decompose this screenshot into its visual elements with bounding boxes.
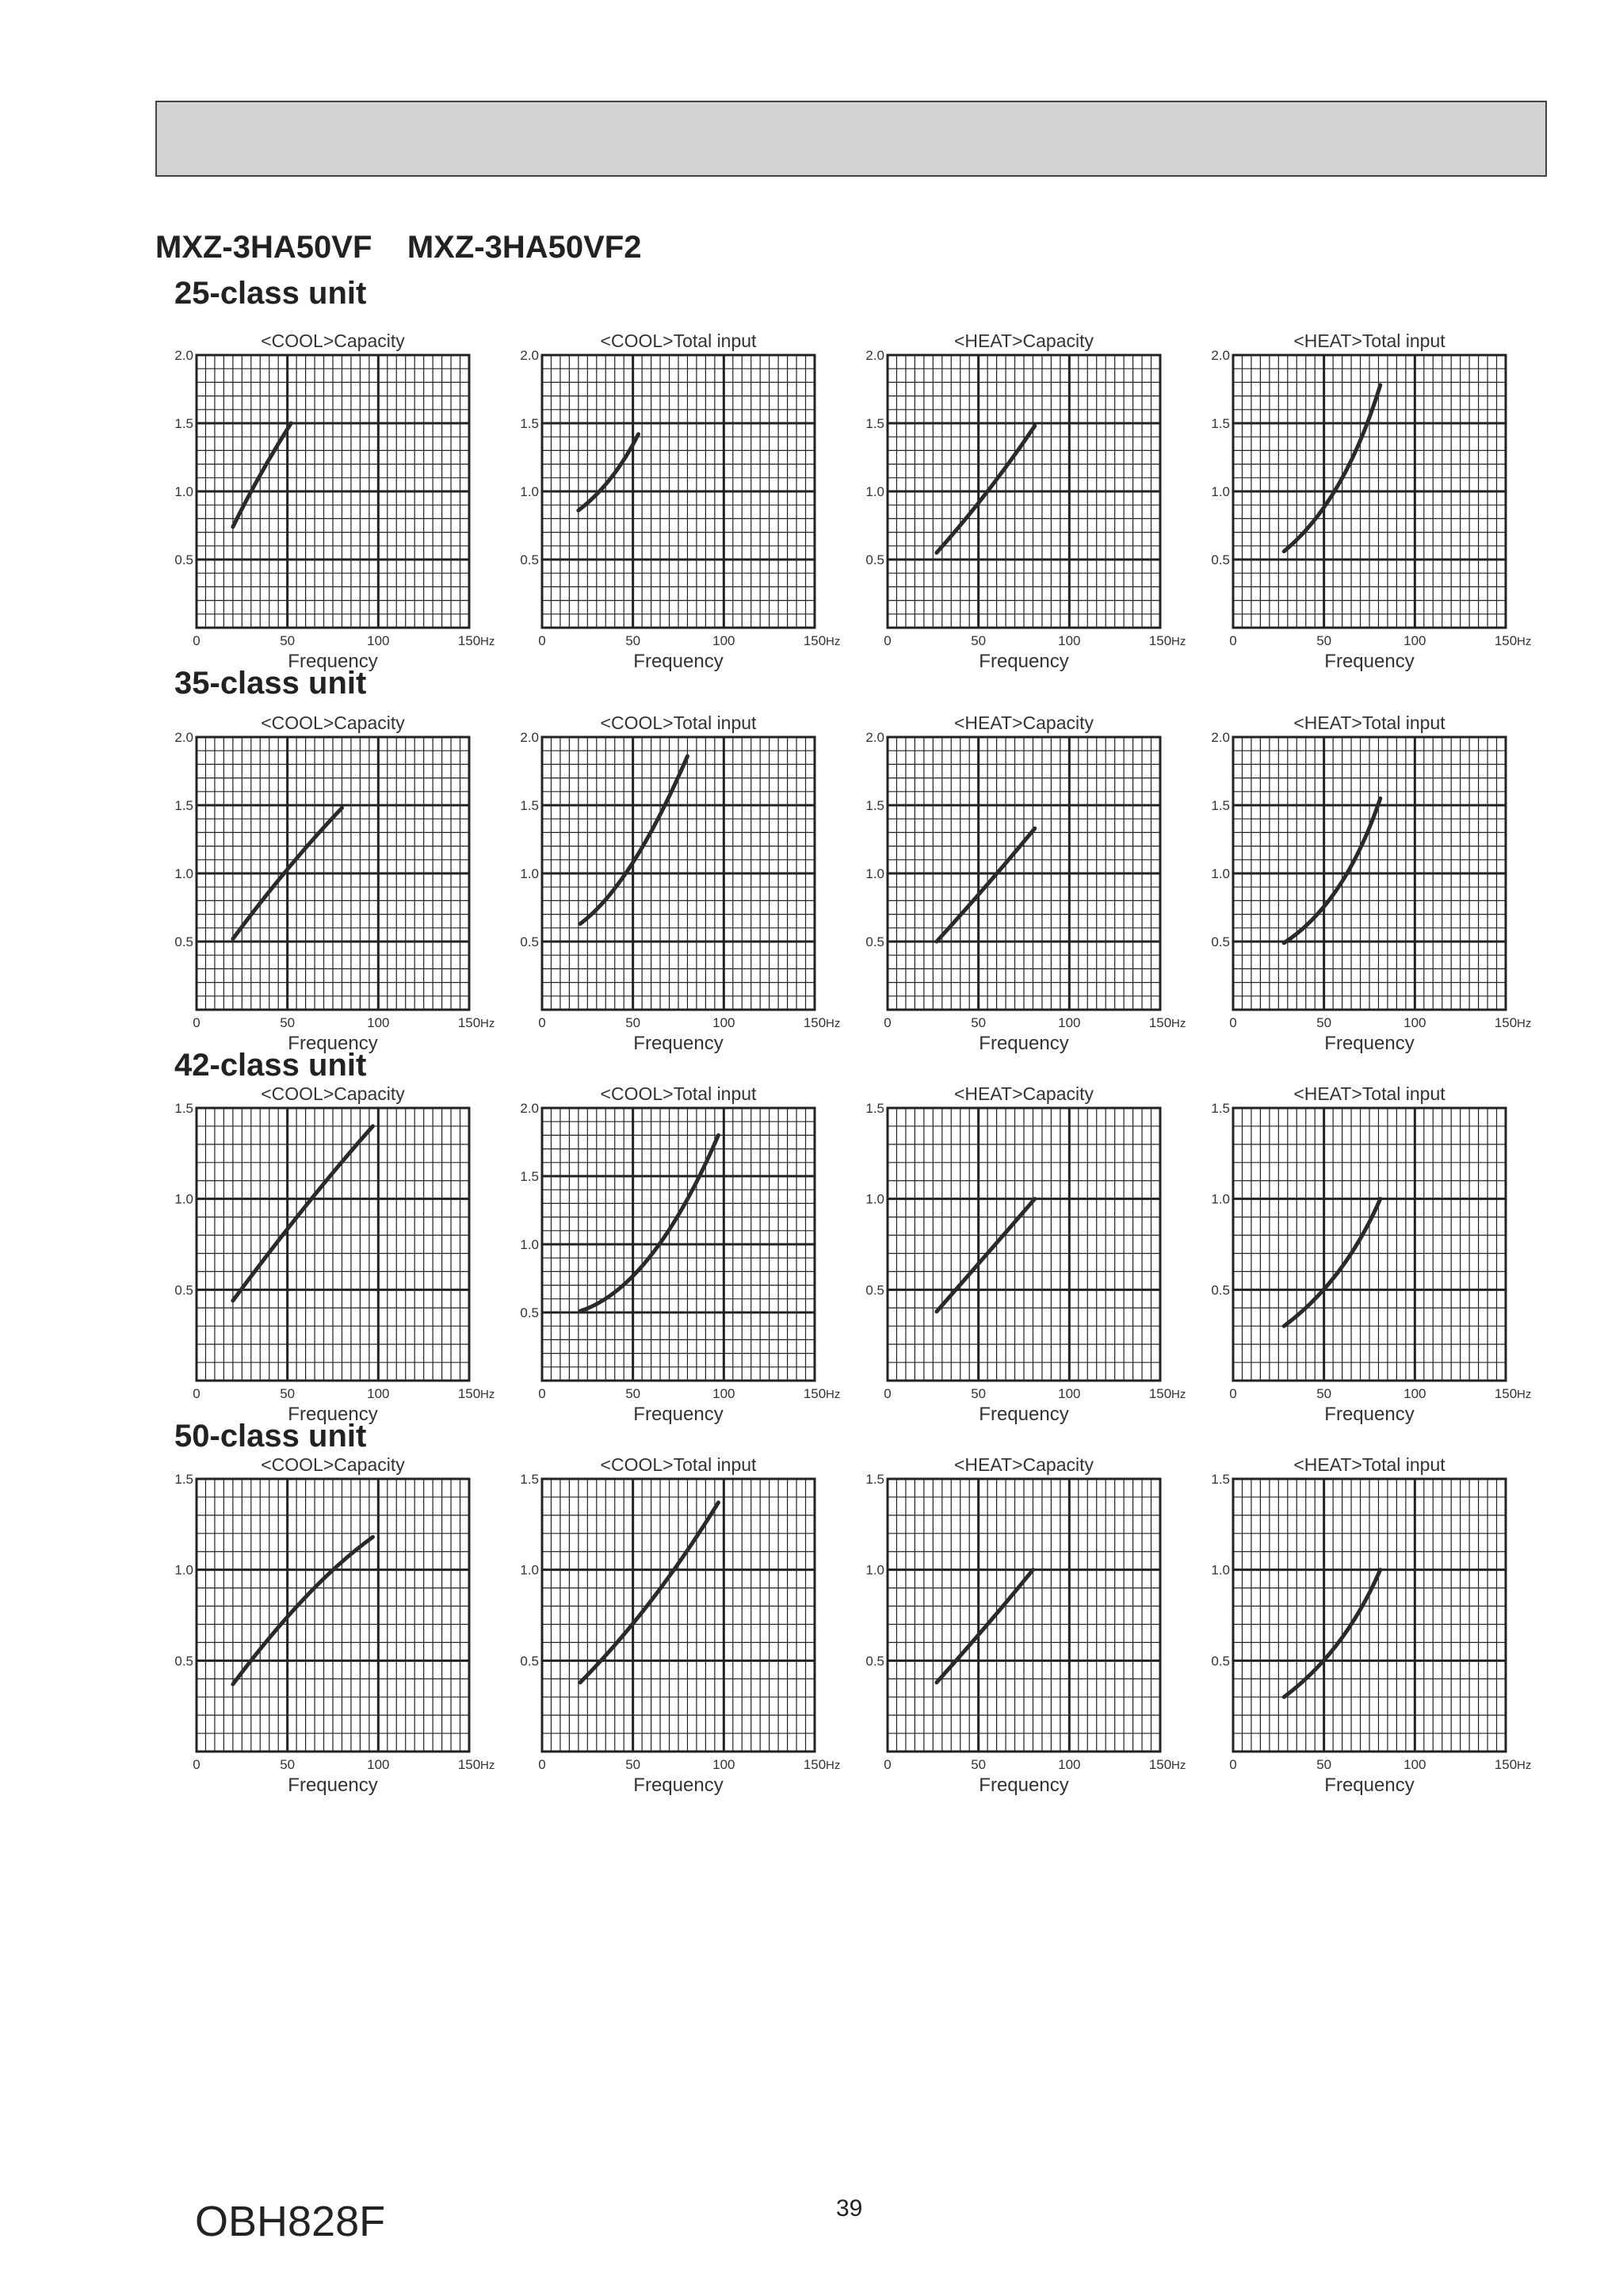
x-tick-label: 150 — [803, 1757, 827, 1772]
x-tick-label: 50 — [280, 633, 296, 648]
chart-title: <COOL>Total input — [600, 330, 757, 351]
x-axis-label: Frequency — [633, 1404, 724, 1425]
x-tick-label: 150 — [1148, 1015, 1172, 1030]
y-tick-label: 0.5 — [1211, 1653, 1230, 1669]
y-tick-label: 1.5 — [1211, 1101, 1230, 1116]
x-tick-label: 0 — [884, 1015, 892, 1030]
page-number: 39 — [836, 2195, 863, 2222]
x-unit-label: Hz — [826, 1759, 841, 1772]
x-axis-label: Frequency — [979, 1033, 1069, 1054]
y-tick-label: 2.0 — [1211, 730, 1230, 745]
y-tick-label: 0.5 — [520, 552, 539, 567]
x-axis-label: Frequency — [288, 1775, 378, 1796]
x-tick-label: 100 — [712, 1757, 735, 1772]
performance-curve — [580, 1135, 718, 1311]
x-tick-label: 150 — [1494, 1757, 1518, 1772]
y-tick-label: 2.0 — [174, 348, 193, 363]
x-axis-label: Frequency — [633, 651, 724, 672]
y-tick-label: 0.5 — [174, 552, 193, 567]
performance-curve — [1284, 1199, 1381, 1327]
y-tick-label: 1.5 — [520, 1472, 539, 1487]
x-tick-label: 0 — [884, 1757, 892, 1772]
y-tick-label: 2.0 — [1211, 348, 1230, 363]
x-tick-label: 100 — [367, 633, 390, 648]
x-unit-label: Hz — [480, 1388, 495, 1401]
x-tick-label: 50 — [625, 633, 641, 648]
y-tick-label: 1.5 — [1211, 798, 1230, 813]
x-tick-label: 150 — [457, 633, 481, 648]
y-tick-label: 1.5 — [1211, 1472, 1230, 1487]
x-unit-label: Hz — [826, 1017, 841, 1030]
x-tick-label: 50 — [1316, 1386, 1332, 1401]
y-tick-label: 1.5 — [865, 798, 884, 813]
chart-title: <COOL>Total input — [600, 1083, 757, 1104]
x-tick-label: 50 — [1316, 633, 1332, 648]
x-tick-label: 100 — [712, 633, 735, 648]
y-tick-label: 2.0 — [520, 1101, 539, 1116]
group-title-25: 25-class unit — [174, 276, 367, 311]
x-axis-label: Frequency — [979, 651, 1069, 672]
x-tick-label: 50 — [625, 1757, 641, 1772]
x-tick-label: 100 — [1058, 1015, 1081, 1030]
y-tick-label: 0.5 — [174, 1653, 193, 1669]
x-tick-label: 50 — [1316, 1015, 1332, 1030]
x-tick-label: 150 — [803, 633, 827, 648]
x-tick-label: 100 — [1403, 1015, 1426, 1030]
x-tick-label: 100 — [712, 1386, 735, 1401]
group-title-50: 50-class unit — [174, 1419, 367, 1454]
x-axis-label: Frequency — [288, 1404, 378, 1425]
y-tick-label: 1.5 — [520, 798, 539, 813]
y-tick-label: 1.0 — [1211, 484, 1230, 499]
y-tick-label: 0.5 — [520, 1305, 539, 1320]
x-tick-label: 150 — [1494, 633, 1518, 648]
x-axis-label: Frequency — [1324, 651, 1415, 672]
chart-title: <HEAT>Capacity — [954, 1454, 1094, 1475]
x-unit-label: Hz — [480, 635, 495, 648]
y-tick-label: 1.0 — [520, 866, 539, 881]
x-tick-label: 100 — [1403, 1386, 1426, 1401]
x-tick-label: 150 — [803, 1015, 827, 1030]
x-tick-label: 100 — [1058, 633, 1081, 648]
chart-title: <COOL>Total input — [600, 712, 757, 733]
x-axis-label: Frequency — [633, 1775, 724, 1796]
y-tick-label: 0.5 — [174, 934, 193, 949]
y-tick-label: 1.5 — [865, 1472, 884, 1487]
x-unit-label: Hz — [1171, 1759, 1186, 1772]
x-unit-label: Hz — [826, 1388, 841, 1401]
chart-title: <HEAT>Total input — [1293, 1454, 1445, 1475]
performance-curve — [233, 1537, 373, 1684]
x-tick-label: 100 — [712, 1015, 735, 1030]
x-unit-label: Hz — [826, 635, 841, 648]
x-tick-label: 0 — [1229, 1015, 1237, 1030]
x-tick-label: 50 — [971, 1386, 987, 1401]
x-tick-label: 0 — [1229, 1757, 1237, 1772]
x-tick-label: 50 — [1316, 1757, 1332, 1772]
x-unit-label: Hz — [1171, 1017, 1186, 1030]
x-tick-label: 50 — [280, 1757, 296, 1772]
performance-curve — [1284, 798, 1381, 942]
chart-title: <HEAT>Capacity — [954, 712, 1094, 733]
x-tick-label: 0 — [884, 1386, 892, 1401]
x-axis-label: Frequency — [288, 1033, 378, 1054]
x-tick-label: 100 — [367, 1757, 390, 1772]
document-code: OBH828F — [195, 2198, 386, 2245]
y-tick-label: 2.0 — [520, 348, 539, 363]
y-tick-label: 1.0 — [865, 1191, 884, 1207]
y-tick-label: 1.5 — [1211, 416, 1230, 431]
x-tick-label: 150 — [1148, 1757, 1172, 1772]
x-unit-label: Hz — [480, 1759, 495, 1772]
y-tick-label: 1.0 — [174, 1191, 193, 1207]
y-tick-label: 1.0 — [174, 1562, 193, 1578]
y-tick-label: 2.0 — [865, 730, 884, 745]
x-tick-label: 0 — [884, 633, 892, 648]
chart-title: <HEAT>Total input — [1293, 712, 1445, 733]
chart-title: <COOL>Total input — [600, 1454, 757, 1475]
x-tick-label: 150 — [457, 1757, 481, 1772]
x-tick-label: 50 — [625, 1015, 641, 1030]
y-tick-label: 0.5 — [865, 934, 884, 949]
x-tick-label: 100 — [1058, 1386, 1081, 1401]
x-unit-label: Hz — [1171, 635, 1186, 648]
y-tick-label: 1.0 — [174, 866, 193, 881]
y-tick-label: 0.5 — [520, 1653, 539, 1669]
y-tick-label: 1.0 — [1211, 866, 1230, 881]
x-axis-label: Frequency — [633, 1033, 724, 1054]
x-axis-label: Frequency — [1324, 1404, 1415, 1425]
y-tick-label: 1.0 — [520, 1237, 539, 1252]
x-tick-label: 100 — [1403, 633, 1426, 648]
x-tick-label: 0 — [1229, 633, 1237, 648]
x-tick-label: 0 — [538, 1015, 546, 1030]
group-title-35: 35-class unit — [174, 666, 367, 701]
x-tick-label: 50 — [280, 1386, 296, 1401]
y-tick-label: 0.5 — [865, 1282, 884, 1298]
y-tick-label: 1.0 — [865, 866, 884, 881]
x-tick-label: 50 — [280, 1015, 296, 1030]
y-tick-label: 0.5 — [1211, 1282, 1230, 1298]
y-tick-label: 1.0 — [865, 1562, 884, 1578]
y-tick-label: 1.0 — [520, 484, 539, 499]
x-tick-label: 0 — [1229, 1386, 1237, 1401]
x-unit-label: Hz — [1517, 1388, 1532, 1401]
y-tick-label: 1.0 — [174, 484, 193, 499]
x-axis-label: Frequency — [1324, 1033, 1415, 1054]
x-tick-label: 50 — [971, 1757, 987, 1772]
performance-curve — [1284, 1570, 1381, 1698]
y-tick-label: 1.5 — [865, 416, 884, 431]
chart-title: <COOL>Capacity — [261, 712, 405, 733]
y-tick-label: 1.5 — [174, 1101, 193, 1116]
x-tick-label: 0 — [538, 1386, 546, 1401]
x-tick-label: 50 — [971, 633, 987, 648]
y-tick-label: 1.5 — [520, 1169, 539, 1184]
x-unit-label: Hz — [1171, 1388, 1186, 1401]
chart-title: <HEAT>Capacity — [954, 1083, 1094, 1104]
chart-title: <COOL>Capacity — [261, 330, 405, 351]
chart-title: <COOL>Capacity — [261, 1083, 405, 1104]
x-tick-label: 0 — [193, 1015, 200, 1030]
x-unit-label: Hz — [1517, 635, 1532, 648]
x-tick-label: 150 — [457, 1386, 481, 1401]
x-tick-label: 0 — [193, 1757, 200, 1772]
model-names: MXZ-3HA50VF MXZ-3HA50VF2 — [155, 230, 642, 265]
x-tick-label: 0 — [193, 1386, 200, 1401]
y-tick-label: 1.5 — [865, 1101, 884, 1116]
y-tick-label: 0.5 — [174, 1282, 193, 1298]
x-tick-label: 150 — [1148, 1386, 1172, 1401]
x-tick-label: 150 — [1494, 1015, 1518, 1030]
chart-title: <COOL>Capacity — [261, 1454, 405, 1475]
x-axis-label: Frequency — [288, 651, 378, 672]
x-tick-label: 150 — [1148, 633, 1172, 648]
x-tick-label: 150 — [803, 1386, 827, 1401]
y-tick-label: 1.5 — [174, 416, 193, 431]
x-tick-label: 100 — [1403, 1757, 1426, 1772]
y-tick-label: 1.0 — [520, 1562, 539, 1578]
chart-title: <HEAT>Total input — [1293, 330, 1445, 351]
y-tick-label: 1.5 — [174, 1472, 193, 1487]
x-axis-label: Frequency — [979, 1404, 1069, 1425]
y-tick-label: 2.0 — [865, 348, 884, 363]
x-tick-label: 100 — [367, 1015, 390, 1030]
y-tick-label: 0.5 — [1211, 552, 1230, 567]
y-tick-label: 1.0 — [865, 484, 884, 499]
y-tick-label: 0.5 — [520, 934, 539, 949]
y-tick-label: 0.5 — [865, 552, 884, 567]
chart-title: <HEAT>Capacity — [954, 330, 1094, 351]
x-tick-label: 50 — [971, 1015, 987, 1030]
x-tick-label: 0 — [193, 633, 200, 648]
x-axis-label: Frequency — [979, 1775, 1069, 1796]
y-tick-label: 1.5 — [520, 416, 539, 431]
x-tick-label: 50 — [625, 1386, 641, 1401]
x-unit-label: Hz — [1517, 1017, 1532, 1030]
group-title-42: 42-class unit — [174, 1048, 367, 1083]
performance-curve — [233, 1126, 373, 1301]
y-tick-label: 1.5 — [174, 798, 193, 813]
x-tick-label: 150 — [457, 1015, 481, 1030]
x-unit-label: Hz — [480, 1017, 495, 1030]
x-axis-label: Frequency — [1324, 1775, 1415, 1796]
x-tick-label: 150 — [1494, 1386, 1518, 1401]
y-tick-label: 2.0 — [174, 730, 193, 745]
x-tick-label: 0 — [538, 633, 546, 648]
x-tick-label: 100 — [1058, 1757, 1081, 1772]
y-tick-label: 1.0 — [1211, 1191, 1230, 1207]
performance-curve — [580, 1503, 718, 1683]
chart-title: <HEAT>Total input — [1293, 1083, 1445, 1104]
y-tick-label: 1.0 — [1211, 1562, 1230, 1578]
x-tick-label: 0 — [538, 1757, 546, 1772]
x-unit-label: Hz — [1517, 1759, 1532, 1772]
x-tick-label: 100 — [367, 1386, 390, 1401]
y-tick-label: 0.5 — [1211, 934, 1230, 949]
y-tick-label: 2.0 — [520, 730, 539, 745]
y-tick-label: 0.5 — [865, 1653, 884, 1669]
